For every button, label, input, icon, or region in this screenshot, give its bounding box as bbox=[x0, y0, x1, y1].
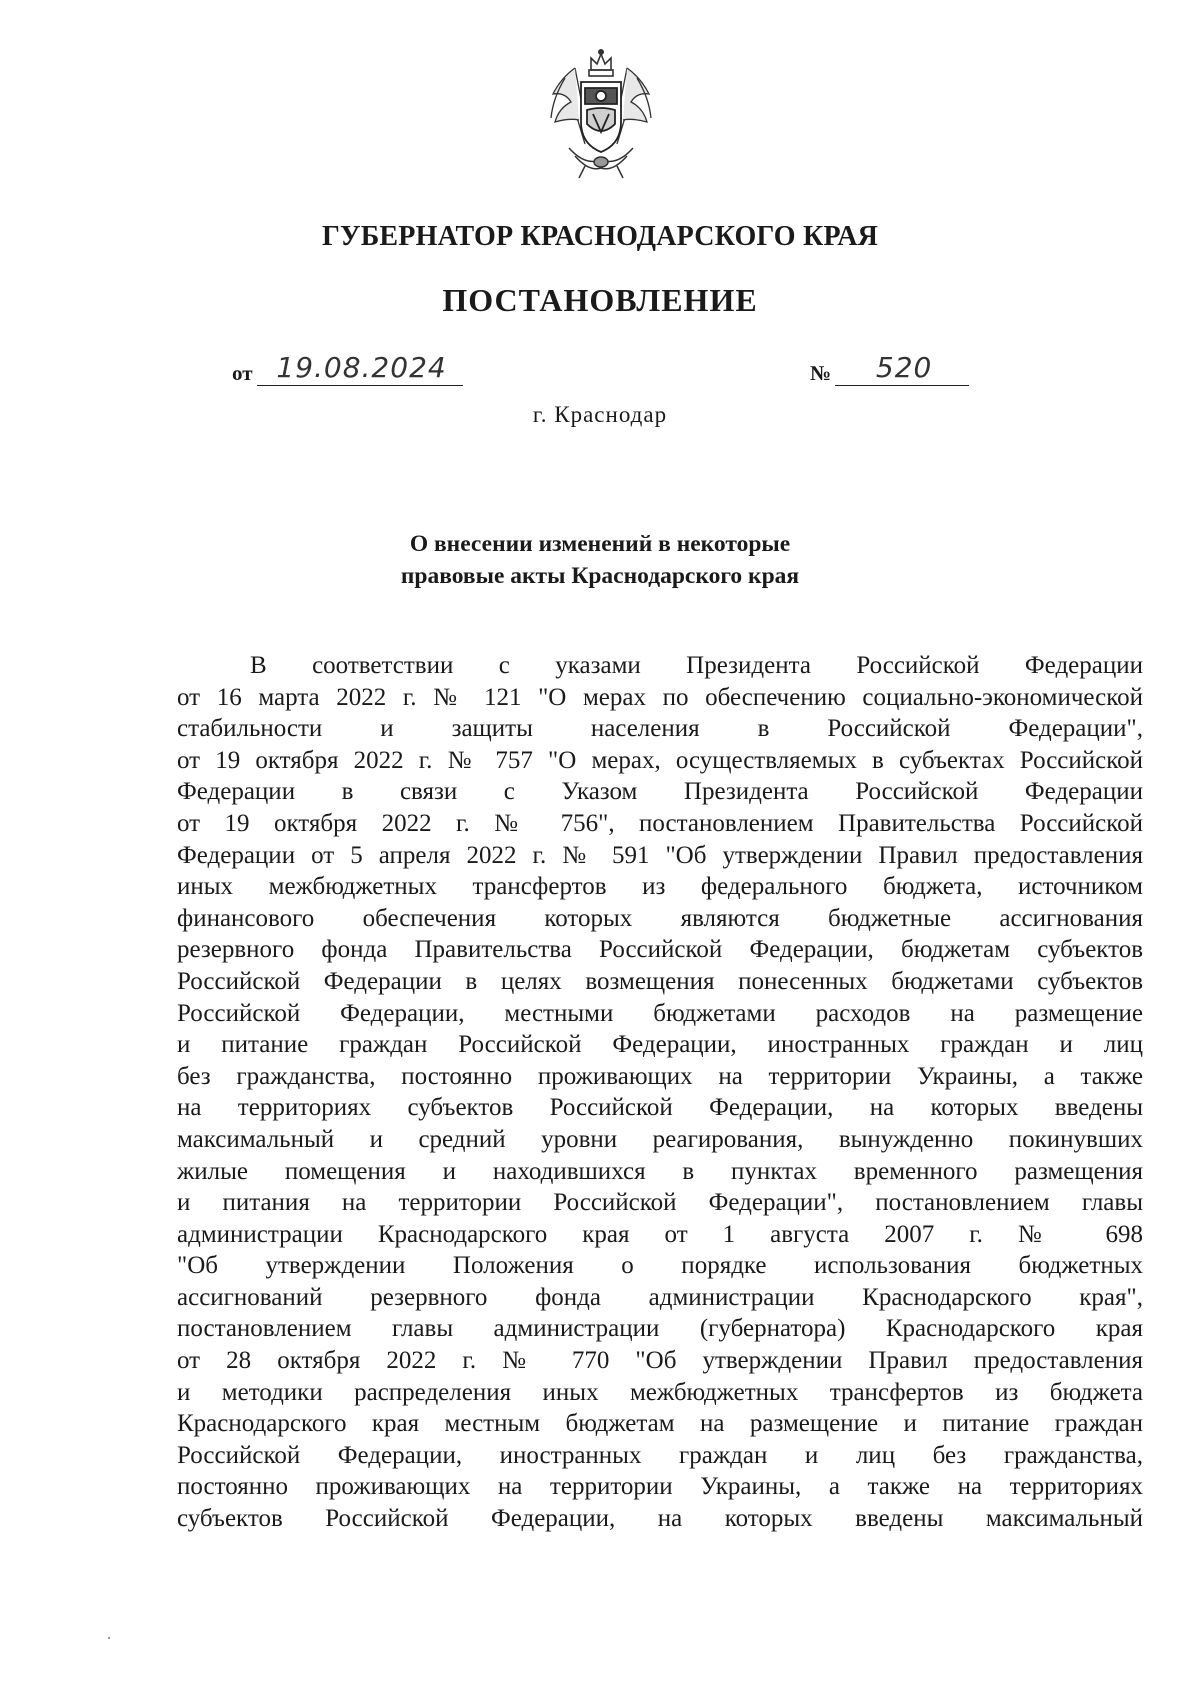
body-line: постоянно проживающих на территории Украины, а также на территориях bbox=[177, 1473, 1143, 1501]
body-line: ассигнований резервного фонда администрации Краснодарского края", bbox=[177, 1283, 1143, 1311]
document-type: ПОСТАНОВЛЕНИЕ bbox=[442, 282, 758, 318]
document-title bbox=[0, 528, 1200, 592]
body-line: иных межбюджетных трансфертов из федерального бюджета, источником bbox=[177, 873, 1143, 901]
coat-of-arms-emblem bbox=[545, 48, 657, 180]
body-line: и методики распределения иных межбюджетных трансфертов из бюджета bbox=[177, 1378, 1143, 1406]
body-paragraph bbox=[177, 650, 1143, 1535]
body-line: Российской Федерации в целях возмещения понесенных бюджетами субъектов bbox=[177, 967, 1143, 995]
city: г. Краснодар bbox=[532, 402, 668, 427]
body-line: жилые помещения и находившихся в пунктах временного размещения bbox=[177, 1157, 1143, 1185]
body-line: В соответствии с указами Президента Российской Федерации bbox=[250, 652, 1143, 679]
body-line: "Об утверждении Положения о порядке использования бюджетных bbox=[177, 1252, 1143, 1280]
body-line: от 19 октября 2022 г. № 756", постановлением Правительства Российской bbox=[177, 809, 1143, 837]
body-line: от 28 октября 2022 г. № 770 "Об утверждении Правил предоставления bbox=[177, 1347, 1143, 1375]
number-prefix: № bbox=[810, 361, 832, 385]
body-line: резервного фонда Правительства Российской Федерации, бюджетам субъектов bbox=[177, 936, 1143, 964]
date-field bbox=[232, 350, 463, 386]
handwritten-date: 19.08.2024 bbox=[257, 351, 463, 386]
body-line: субъектов Российской Федерации, на которых введены максимальный bbox=[177, 1505, 1143, 1533]
body-line: Российской Федерации, местными бюджетами расходов на размещение bbox=[177, 999, 1143, 1027]
body-line: Российской Федерации, иностранных граждан и лиц без гражданства, bbox=[177, 1441, 1143, 1469]
body-line: администрации Краснодарского края от 1 августа 2007 г. № 698 bbox=[177, 1220, 1143, 1248]
body-line: Краснодарского края местным бюджетам на размещение и питание граждан bbox=[177, 1410, 1143, 1438]
date-prefix: от bbox=[232, 361, 253, 385]
issuing-authority: ГУБЕРНАТОР КРАСНОДАРСКОГО КРАЯ bbox=[321, 221, 879, 252]
handwritten-number: 520 bbox=[835, 351, 969, 386]
body-line: постановлением главы администрации (губернатора) Краснодарского края bbox=[177, 1315, 1143, 1343]
body-line: на территориях субъектов Российской Федерации, на которых введены bbox=[177, 1094, 1143, 1122]
body-line: Федерации от 5 апреля 2022 г. № 591 "Об утверждении Правил предоставления bbox=[177, 841, 1143, 869]
body-line: стабильности и защиты населения в Российской Федерации", bbox=[177, 715, 1143, 743]
body-line: и питания на территории Российской Федерации", постановлением главы bbox=[177, 1189, 1143, 1217]
title-line-1: О внесении изменений в некоторые bbox=[409, 531, 791, 557]
scan-speck bbox=[108, 1637, 110, 1639]
body-line: максимальный и средний уровни реагирования, вынужденно покинувших bbox=[177, 1125, 1143, 1153]
body-line: Федерации в связи с Указом Президента Российской Федерации bbox=[177, 778, 1143, 806]
number-field bbox=[810, 350, 969, 386]
title-line-2: правовые акты Краснодарского края bbox=[400, 563, 800, 589]
body-line: финансового обеспечения которых являются бюджетные ассигнования bbox=[177, 904, 1143, 932]
body-line: от 16 марта 2022 г. № 121 "О мерах по обеспечению социально-экономической bbox=[177, 683, 1143, 711]
body-line: и питание граждан Российской Федерации, иностранных граждан и лиц bbox=[177, 1031, 1143, 1059]
body-line: без гражданства, постоянно проживающих на территории Украины, а также bbox=[177, 1062, 1143, 1090]
body-line: от 19 октября 2022 г. № 757 "О мерах, осуществляемых в субъектах Российской bbox=[177, 746, 1143, 774]
